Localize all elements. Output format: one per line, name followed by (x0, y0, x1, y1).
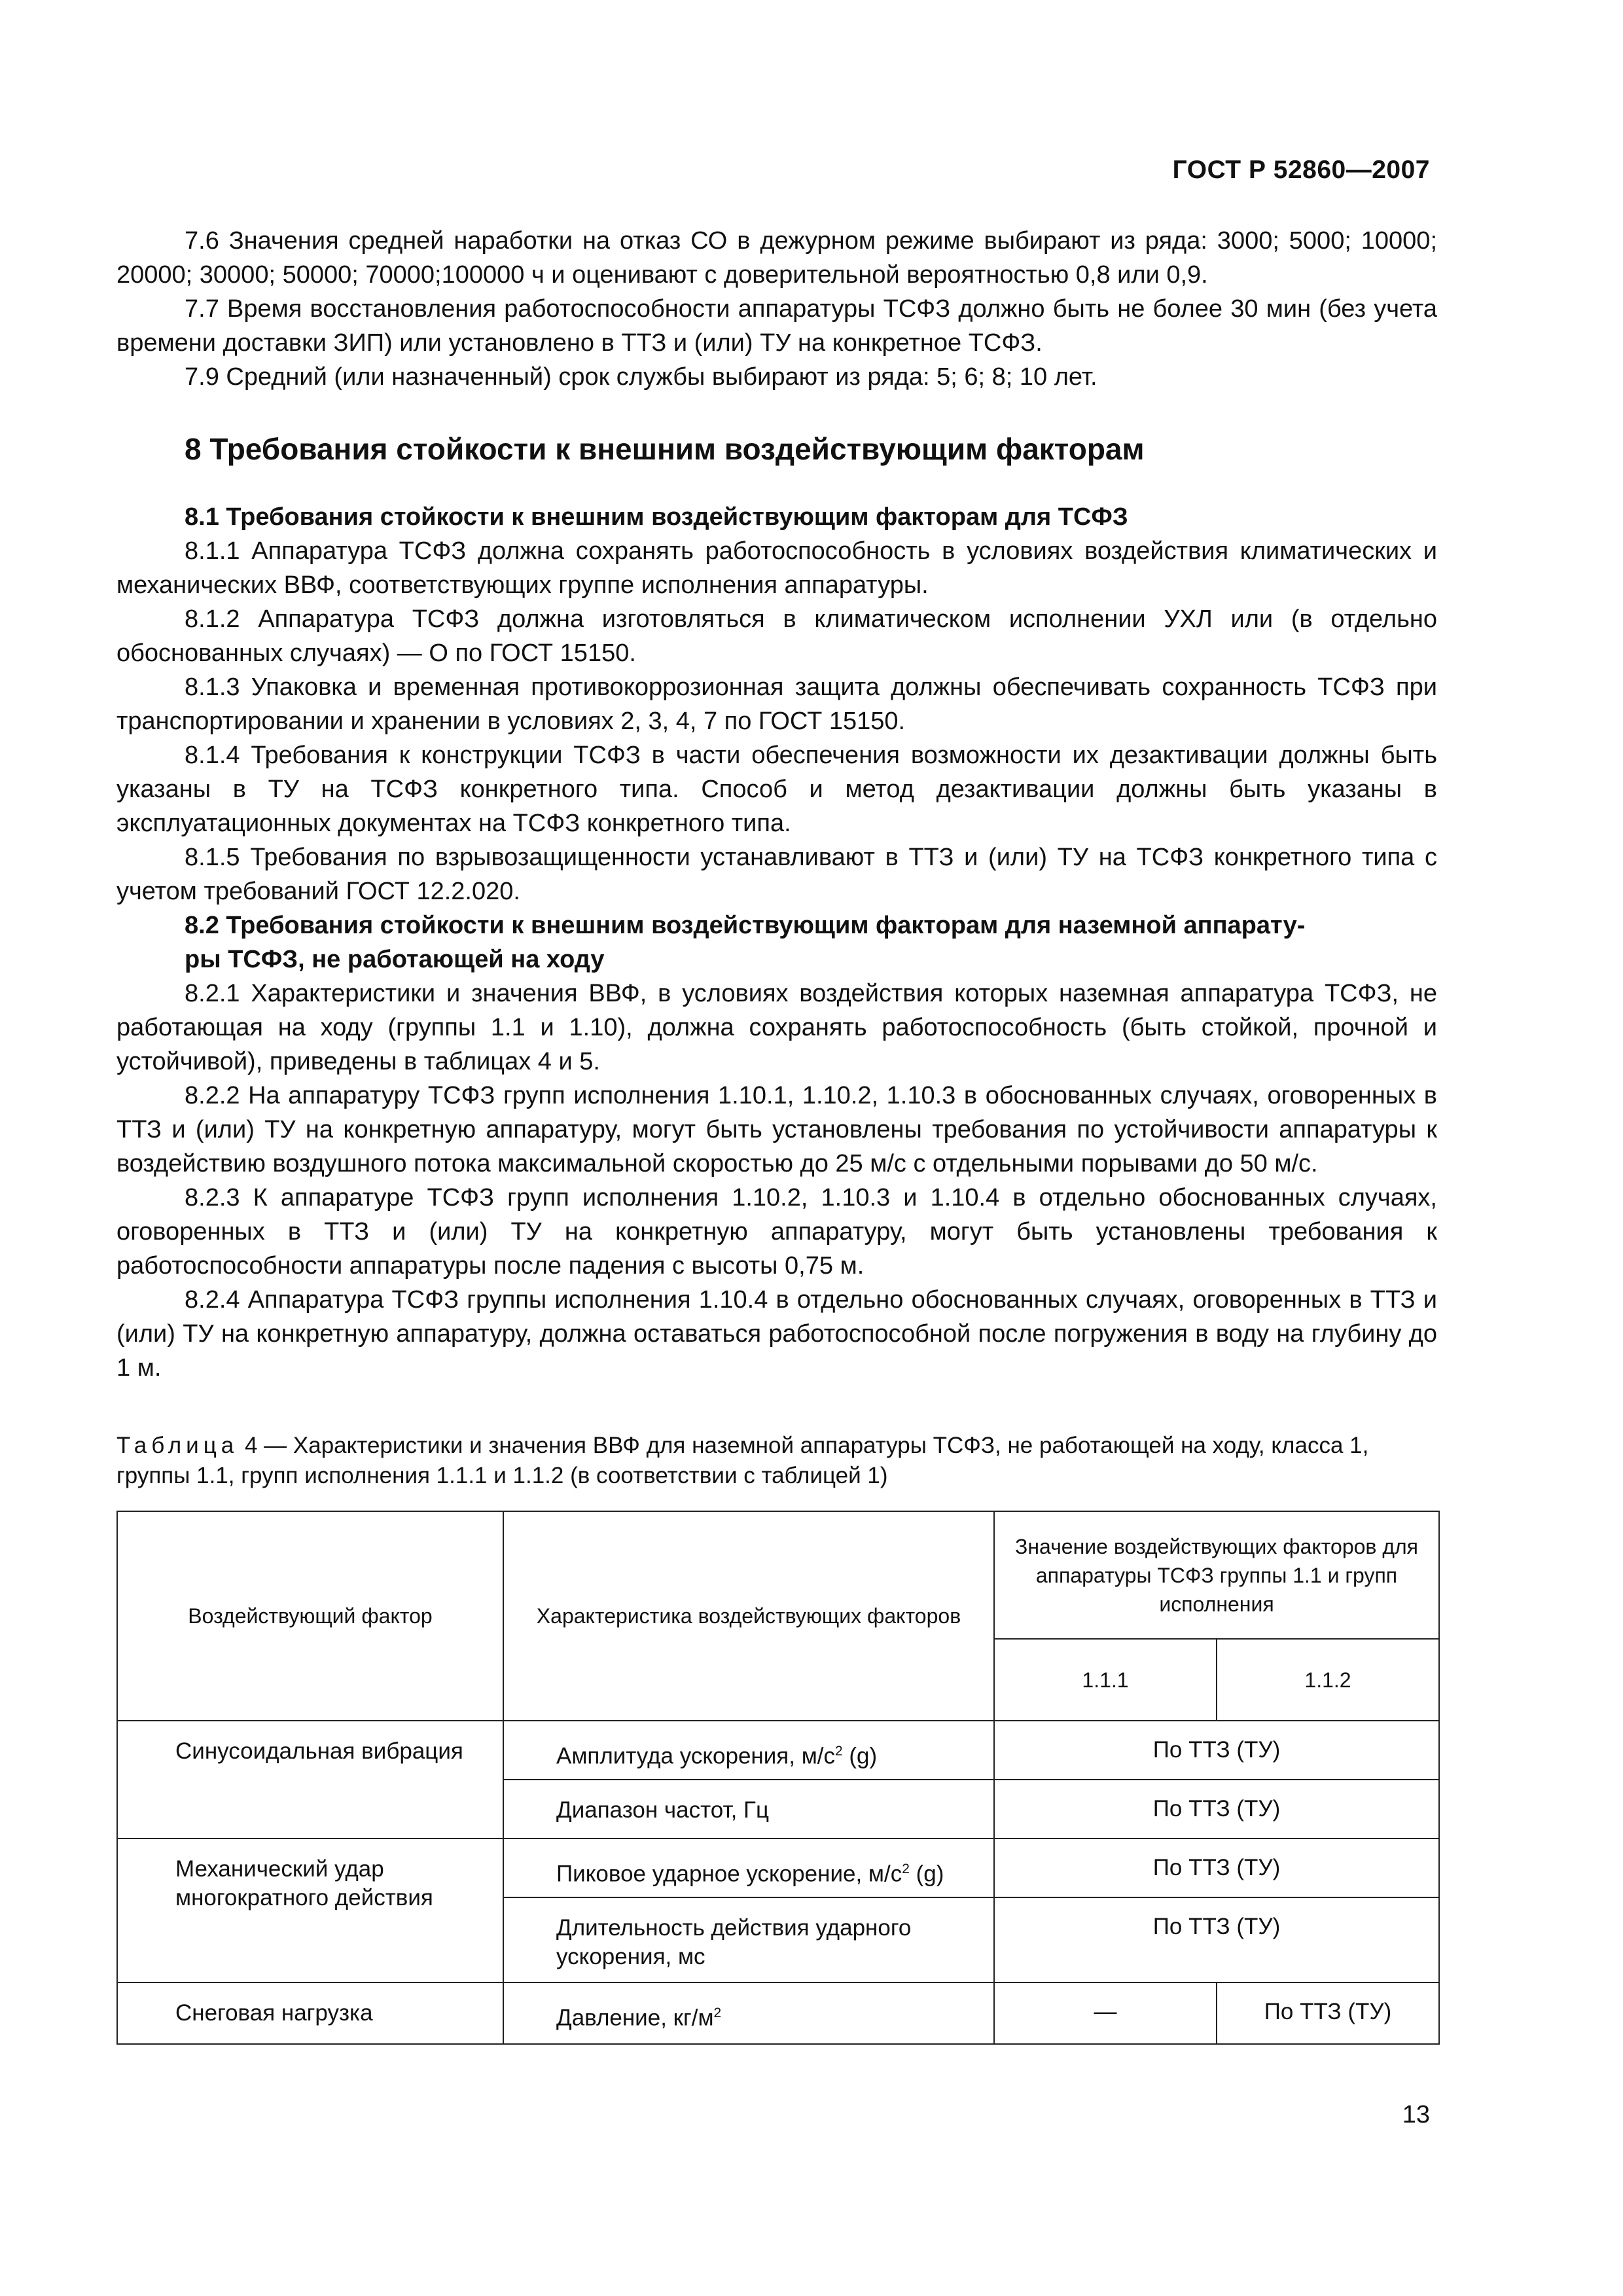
header-factor: Воздействующий фактор (117, 1511, 503, 1721)
superscript: 2 (902, 1861, 910, 1876)
table-4 (116, 1511, 1440, 2045)
characteristic-cell: Длительность действия ударного ускорения, мс (503, 1897, 994, 1982)
subsection-8-2-title (116, 908, 1437, 977)
value-cell: По ТТЗ (ТУ) (994, 1897, 1439, 1982)
value-cell: По ТТЗ (ТУ) (994, 1780, 1439, 1839)
subsection-8-2-title-line2: ры ТСФЗ, не работающей на ходу (185, 946, 605, 973)
paragraph-8-2-3: 8.2.3 К аппаратуре ТСФЗ групп исполнения 1.10.2, 1.10.3 и 1.10.4 в отдельно обоснованных случаях, оговоренных в ТТЗ и (или) ТУ на конкретную аппаратуру, могут быть установлены требования к работоспособности аппаратуры после падения с высоты 0,75 м. (116, 1184, 1437, 1280)
paragraph-8-2-1: 8.2.1 Характеристики и значения ВВФ, в условиях воздействия которых наземная аппаратура ТСФЗ, не работающая на ходу (группы 1.1 и 1.10), должна сохранять работоспособность (быть стойкой, прочной и устойчивой), приведены в таблицах 4 и 5. (116, 980, 1437, 1075)
characteristic-text: Амплитуда ускорения, м/с (556, 1743, 835, 1769)
paragraph-7-9: 7.9 Средний (или назначенный) срок службы выбирают из ряда: 5; 6; 8; 10 лет. (185, 363, 1097, 391)
table-row (117, 1839, 1439, 1897)
table-row (117, 1982, 1439, 2044)
table-4-caption (116, 1431, 1437, 1491)
section-8-title: 8 Требования стойкости к внешним воздействующим факторам (185, 432, 1145, 466)
subsection-8-2-title-line1: 8.2 Требования стойкости к внешним воздействующим факторам для наземной аппарату- (185, 912, 1306, 939)
header-col-1-1-1: 1.1.1 (994, 1639, 1217, 1721)
paragraph-8-1-5: 8.1.5 Требования по взрывозащищенности устанавливают в ТТЗ и (или) ТУ на ТСФЗ конкретного типа с учетом требований ГОСТ 12.2.020. (116, 844, 1437, 905)
paragraph-7-6: 7.6 Значения средней наработки на отказ СО в дежурном режиме выбирают из ряда: 3000; 5000; 10000; 20000; 30000; 50000; 70000;100000 ч и оценивают с доверительной вероятностью 0,8 или 0,9. (116, 227, 1437, 289)
table-caption-label: Таблица (116, 1433, 239, 1458)
document-header: ГОСТ Р 52860—2007 (1172, 156, 1430, 184)
paragraph-8-2-4: 8.2.4 Аппаратура ТСФЗ группы исполнения 1.10.4 в отдельно обоснованных случаях, оговоренных в ТТЗ и (или) ТУ на конкретную аппаратуру, должна оставаться работоспособной после погружения в воду на глубину до 1 м. (116, 1286, 1437, 1382)
header-values: Значение воздействующих факторов для аппаратуры ТСФЗ группы 1.1 и групп исполнения (994, 1511, 1439, 1639)
factor-cell: Синусоидальная вибрация (117, 1721, 503, 1839)
factor-cell: Механический удар многократного действия (117, 1839, 503, 1982)
characteristic-cell (503, 1721, 994, 1780)
table-row (117, 1721, 1439, 1780)
page-content (116, 224, 1437, 2045)
table-caption-text: 4 — Характеристики и значения ВВФ для наземной аппаратуры ТСФЗ, не работающей на ходу, класса 1, группы 1.1, групп исполнения 1.1.1 и 1.1.2 (в соответствии с таблицей 1) (116, 1433, 1369, 1488)
value-cell: По ТТЗ (ТУ) (1217, 1982, 1439, 2044)
value-cell: По ТТЗ (ТУ) (994, 1721, 1439, 1780)
subsection-8-1-title: 8.1 Требования стойкости к внешним воздействующим факторам для ТСФЗ (185, 503, 1128, 531)
paragraph-8-2-2: 8.2.2 На аппаратуру ТСФЗ групп исполнения 1.10.1, 1.10.2, 1.10.3 в обоснованных случаях, оговоренных в ТТЗ и (или) ТУ на конкретную аппаратуру, могут быть установлены требования по устойчивости аппаратуры к воздействию воздушного потока максимальной скоростью до 25 м/с с отдельными порывами до 50 м/с. (116, 1082, 1437, 1177)
paragraph-8-1-4: 8.1.4 Требования к конструкции ТСФЗ в части обеспечения возможности их дезактивации должны быть указаны в ТУ на ТСФЗ конкретного типа. Способ и метод дезактивации должны быть указаны в эксплуатационных документах на ТСФЗ конкретного типа. (116, 742, 1437, 837)
paragraph-7-7: 7.7 Время восстановления работоспособности аппаратуры ТСФЗ должно быть не более 30 мин (без учета времени доставки ЗИП) или установлено в ТТЗ и (или) ТУ на конкретное ТСФЗ. (116, 295, 1437, 357)
paragraph-8-1-3: 8.1.3 Упаковка и временная противокоррозионная защита должны обеспечивать сохранность ТСФЗ при транспортировании и хранении в условиях 2, 3, 4, 7 по ГОСТ 15150. (116, 673, 1437, 735)
header-characteristic: Характеристика воздействующих факторов (503, 1511, 994, 1721)
paragraph-8-1-2: 8.1.2 Аппаратура ТСФЗ должна изготовляться в климатическом исполнении УХЛ или (в отдельно обоснованных случаях) — О по ГОСТ 15150. (116, 605, 1437, 667)
characteristic-tail: (g) (842, 1743, 878, 1769)
value-cell: По ТТЗ (ТУ) (994, 1839, 1439, 1897)
factor-cell: Снеговая нагрузка (117, 1982, 503, 2044)
characteristic-cell (503, 1982, 994, 2044)
page-number: 13 (1402, 2101, 1430, 2128)
characteristic-cell (503, 1839, 994, 1897)
characteristic-text: Пиковое ударное ускорение, м/с (556, 1861, 902, 1887)
header-col-1-1-2: 1.1.2 (1217, 1639, 1439, 1721)
characteristic-cell: Диапазон частот, Гц (503, 1780, 994, 1839)
superscript: 2 (834, 1744, 843, 1759)
superscript: 2 (713, 2005, 722, 2020)
paragraph-8-1-1: 8.1.1 Аппаратура ТСФЗ должна сохранять работоспособность в условиях воздействия климатических и механических ВВФ, соответствующих группе исполнения аппаратуры. (116, 537, 1437, 599)
characteristic-text: Давление, кг/м (556, 2005, 714, 2031)
characteristic-tail: (g) (909, 1861, 944, 1887)
value-cell: — (994, 1982, 1217, 2044)
